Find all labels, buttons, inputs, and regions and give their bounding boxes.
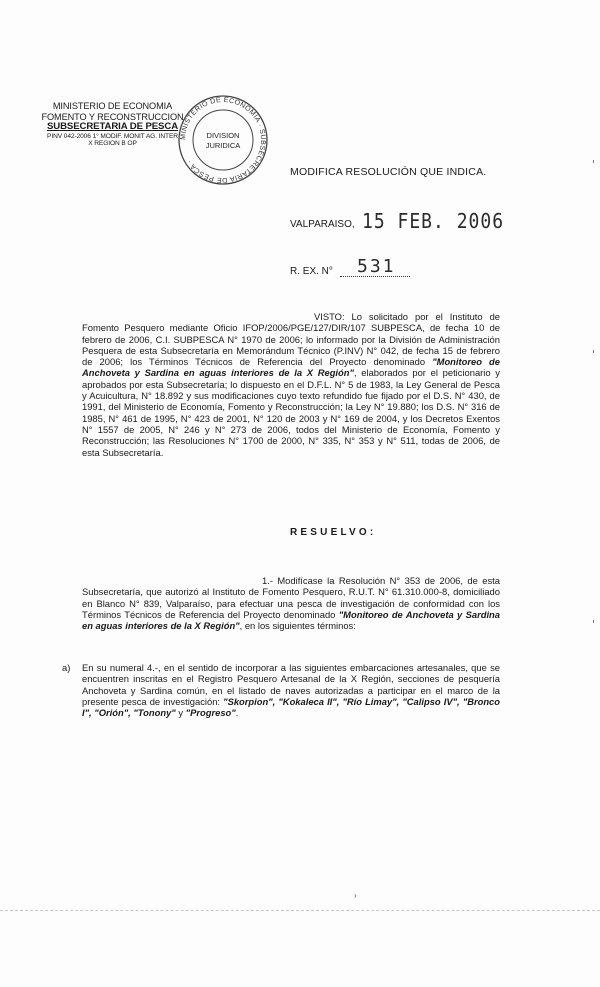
letterhead-ministry: MINISTERIO DE ECONOMIA [52,101,173,111]
scan-speck [593,160,594,163]
visto-tail: , elaborados por el peticionario y aprobados por esta Subsecretaría; lo dispuesto en el D.F.L. N° 5 de 1983, la Ley General de Pesca y Acuicultura, N° 18.892 y sus modificaciones cuyo texto refundido fue fijado por el D.S. N° 430, de 1991, del Ministerio de Economía, Fomento y Reconstrucción; la Ley N° 19.880; los D.S. N° 316 de 1985, N° 461 de 1995, N° 423 de 2001, N° 120 de 2003 y N° 169 de 2004, y los Decretos Exentos N° 1557 de 2005, N° 246 y N° 273 de 2006, todos del Ministerio de Economía, Fomento y Reconstrucción; las Resoluciones N° 1700 de 2000, N° 335, N° 353 y N° 511, todas de 2006, de esta Subsecretaría. [82,367,500,458]
item-a-paragraph [82,662,500,718]
letterhead [30,101,195,148]
division-juridica-seal [175,92,271,188]
seal-graphic [175,92,271,188]
visto-project-name: "Monitoreo de Anchoveta y Sardina en aguas interiores de la X Región" [82,356,500,379]
point-1-project-name: "Monitoreo de Anchoveta y Sardina en aguas interiores de la X Región" [82,608,500,632]
seal-center-line1: DIVISION [206,131,240,140]
document-title: MODIFICA RESOLUCIÓN QUE INDICA. [290,166,487,178]
item-a-lead: En su numeral 4.-, en el sentido de incorporar a las siguientes embarcaciones artesanales, que se encuentren inscritas en el Registro Pesquero Artesanal de la X Región, secciones de pesquería Anchoveta y Sardina común, en el listado de naves autorizadas a participar en el marco de la presente pesca de investigación: [82,662,500,707]
item-a-last-vessel: "Progreso" [185,707,236,719]
seal-ring-text: MINISTERIO DE ECONOMIA · SUBSECRETARIA DE PESCA · [179,96,267,184]
letterhead-subsecretaria: SUBSECRETARIA DE PESCA [46,121,179,132]
scan-speck [593,620,594,623]
item-a-end: . [235,707,239,719]
visto-lead: VISTO: Lo solicitado por el Instituto de Fomento Pesquero mediante Oficio IFOP/2006/PGE/127/DIR/107 SUBPESCA, de fecha 10 de febrero de 2006, C.I. SUBPESCA N° 1970 de 2006; lo informado por la División de Administración Pesquera de esta Subsecretaría en Memorándum Técnico (P.INV) N° 042, de fecha 15 de febrero de 2006; los Términos Técnicos de Referencia del Proyecto denominado [82,311,500,368]
resolution-number-label: R. EX. N° [290,266,333,277]
point-1-paragraph [82,575,500,631]
page-mark: › [354,891,357,900]
item-a-and: y [175,707,186,719]
seal-center-line2: JURIDICA [205,141,241,150]
point-1-lead: 1.- Modifícase la Resolución N° 353 de 2006, de esta Subsecretaría, que autorizó al Instituto de Fomento Pesquero, R.U.T. N° 61.310.000-8, domiciliado en Blanco N° 839, Valparaíso, para efectuar una pesca de investigación de conformidad con los Términos Técnicos de Referencia del Proyecto denominado [82,575,500,620]
letterhead-region: X REGION B OP [88,140,137,147]
scan-speck [593,350,594,353]
handwritten-date: 15 FEB. 2006 [362,209,505,234]
point-1-tail: , en los siguientes términos: [239,620,356,632]
place-label: VALPARAISO, [290,219,355,230]
item-a-vessels: "Skorpion", "Kokaleca II", "Río Limay", "Calipso IV", "Bronco I", "Orión", "Tonony" [82,695,501,719]
resolution-number: 531 [357,256,396,277]
item-a-label: a) [62,662,71,673]
scan-edge-line [0,910,600,911]
visto-paragraph [82,311,500,458]
resolution-number-underline [340,276,410,277]
resuelvo-heading: RESUELVO: [290,527,377,538]
letterhead-reference: PINV 042-2006 1° MODIF. MONIT AG. INTER [47,132,178,140]
letterhead-department: FOMENTO Y RECONSTRUCCION [41,111,184,122]
